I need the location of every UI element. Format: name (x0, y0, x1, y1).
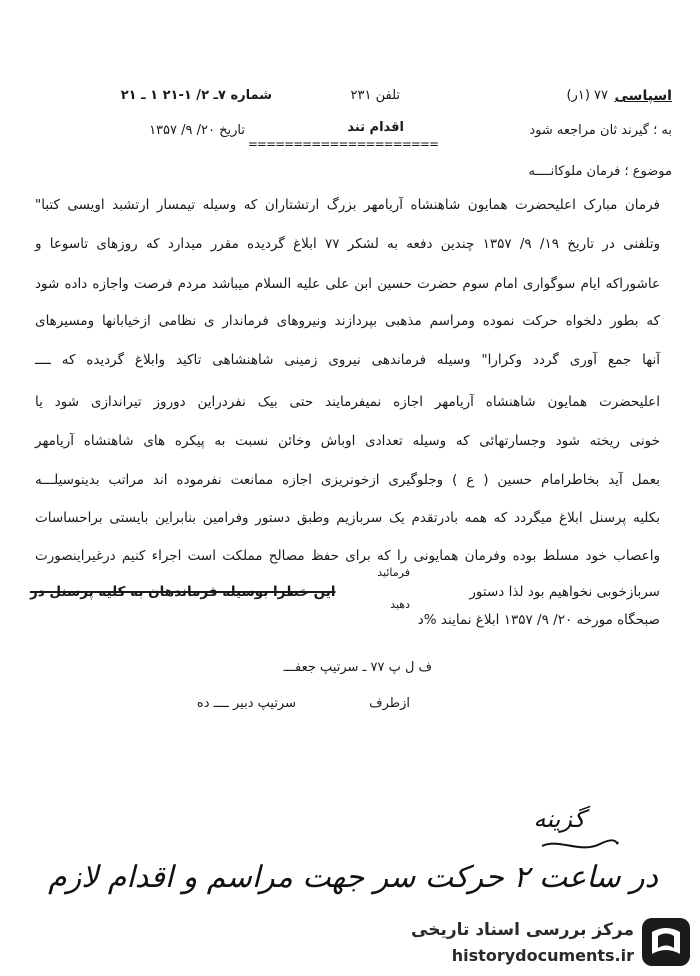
body-line-2: وتلفنی در تاریخ ۱۹/ ۹/ ۱۳۵۷ چندین دفعه به لشکر ۷۷ ابلاغ گردیده مقرر میدارد که روزهای تاسوعا و (35, 236, 660, 252)
reply-to-line: به ؛ گیرند ثان مراجعه شود (529, 123, 672, 138)
action-label: اقدام تند (347, 120, 404, 135)
body-line-6: اعلیحضرت همایون شاهنشاه آریامهر اجازه نمیفرمایند حتی بیک نفردراین دوروز تیراندازی شود یا (35, 394, 660, 410)
watermark-logo (395, 912, 700, 976)
body-line-9: بکلیه پرسنل ابلاغ میگردد که همه بادرتقدم یک سربازیم وطبق دستور وفرامین بنابراین بایستی براحساسات (35, 510, 660, 526)
body-line-7: خونی ریخته شود وجسارتهائی که وسیله تعدادی اوباش وخائن نسبت به پیکره های شاهنشاه آریامهر (35, 433, 660, 449)
phone-number: تلفن ۲۳۱ (350, 88, 400, 103)
watermark-url: historydocuments.ir (451, 946, 634, 965)
inserted-word-2: دهید (390, 598, 410, 611)
body-line-4: که بطور دلخواه حرکت نموده ومراسم مذهبی بپردازند ونیروهای فرماندار ی نظامی ازخیابانها ومسیرهای (35, 313, 660, 329)
handwritten-top-note: گزینه (533, 805, 585, 833)
signature-from-label: ازطرف (369, 696, 410, 711)
body-line-11-end: این خطرا بوسیله فرماندهان به کلیه پرسنل در (30, 584, 336, 600)
reference-code: ۷۷ (۱ر) (566, 88, 608, 103)
signature-title: سرتیپ دبیر ــــ ده (196, 696, 296, 711)
body-line-5: آنها جمع آوری گردد وکرارا" وسیله فرماندهی نیروی زمینی شاهنشاهی تاکید وابلاغ گردیده که ــــ (35, 352, 660, 368)
letter-date: تاریخ ۲۰/ ۹/ ۱۳۵۷ (149, 123, 245, 138)
body-line-8: بعمل آید بخاطرامام حسین ( ع ) وجلوگیری ازخونریزی اجازه ممانعت نفرموده اند مراتب بدینوسیلـــه (35, 472, 660, 488)
classification-mark: اسپاسی (614, 88, 672, 104)
body-line-12: صبحگاه مورخه ۲۰/ ۹/ ۱۳۵۷ ابلاغ نمایند %د (417, 612, 660, 628)
action-underline: ===================== (247, 137, 438, 151)
body-line-3: عاشوراکه ایام سوگواری امام سوم حضرت حسین ابن علی علیه السلام میباشد مردم فرصت واجازه داده شود (35, 276, 660, 292)
body-line-1: فرمان مبارک اعلیحضرت همایون شاهنشاه آریامهر بزرگ ارتشتاران که وسیله تیمسار ارتشبد اویسی کتبا" (35, 197, 660, 213)
handwritten-flourish (540, 836, 620, 856)
inserted-word: فرمائید (377, 566, 410, 579)
archive-logo-icon (642, 918, 690, 966)
body-line-11-start: سربازخوبی نخواهیم بود لذا دستور (469, 584, 660, 600)
watermark-title: مرکز بررسی اسناد تاریخی (411, 920, 634, 940)
handwritten-main-note: در ساعت ۲ حرکت سر جهت مراسم و اقدام لازم (48, 860, 658, 895)
subject-line: موضوع ؛ فرمان ملوکانــــه (528, 164, 672, 179)
body-line-10: واعصاب خود مسلط بوده وفرمان همایونی را که برای حفظ مصالح مملکت است اجراء کنیم درغیراینصورت (35, 548, 660, 564)
signature-unit-line: ف ل پ ۷۷ ـ سرتیپ جعفـــ (283, 660, 432, 675)
letter-number: شماره ۷ـ ۲/ ۱-۲۱ ۱ ـ ۲۱ (120, 88, 272, 103)
